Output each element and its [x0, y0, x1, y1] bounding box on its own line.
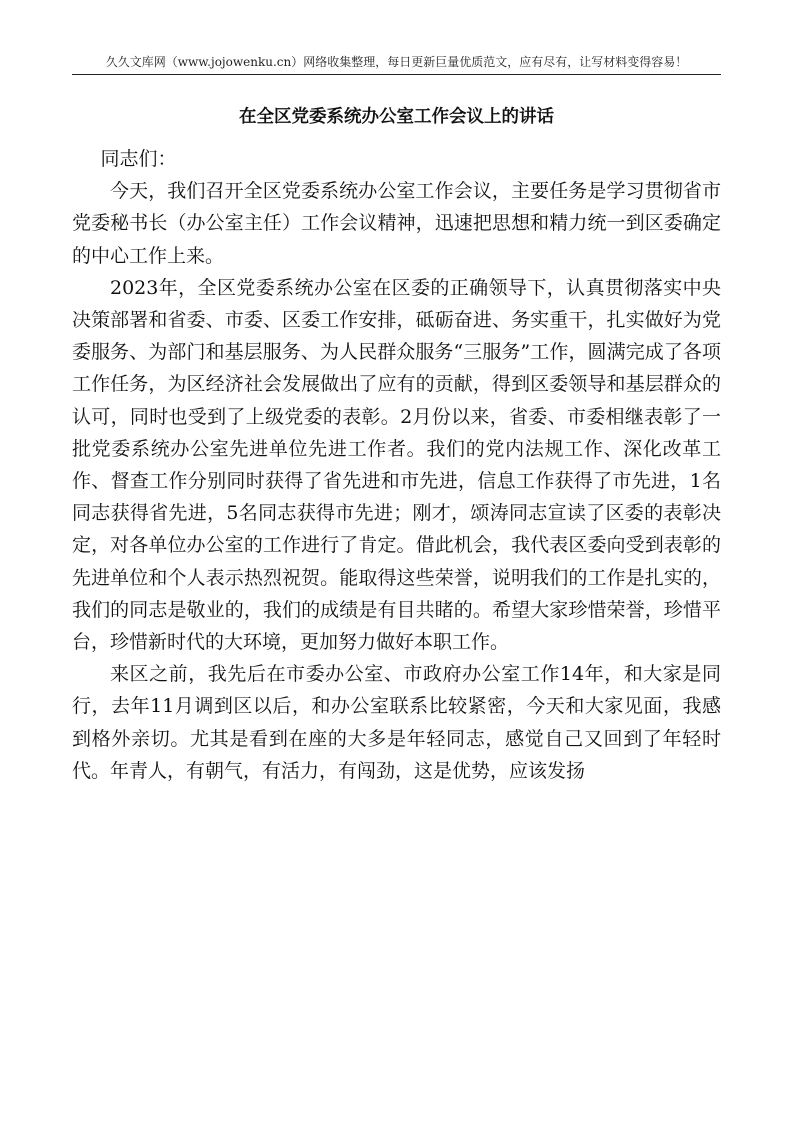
paragraph: 来区之前，我先后在市委办公室、市政府办公室工作14年，和大家是同行，去年11月调到区以后，和办公室联系比较紧密，今天和大家见面，我感到格外亲切。尤其是看到在座的大多是年轻同志，感觉自己又回到了年轻时代。年青人，有朝气，有活力，有闯劲，这是优势，应该发扬 — [72, 663, 721, 782]
paragraph: 2023年，全区党委系统办公室在区委的正确领导下，认真贯彻落实中央决策部署和省委、市委、区委工作安排，砥砺奋进、务实重干，扎实做好为党委服务、为部门和基层服务、为人民群众服务“三服务”工作，圆满完成了各项工作任务，为区经济社会发展做出了应有的贡献，得到区委领导和基层群众的认可，同时也受到了上级党委的表彰。2月份以来，省委、市委相继表彰了一批党委系统办公室先进单位先进工作者。我们的党内法规工作、深化改革工作、督查工作分别同时获得了省先进和市先进，信息工作获得了市先进，1名同志获得省先进，5名同志获得市先进；刚才，颂涛同志宣读了区委的表彰决定，对各单位办公室的工作进行了肯定。借此机会，我代表区委向受到表彰的先进单位和个人表示热烈祝贺。能取得这些荣誉，说明我们的工作是扎实的，我们的同志是敬业的，我们的成绩是有目共睹的。希望大家珍惜荣誉，珍惜平台，珍惜新时代的大环境，更加努力做好本职工作。 — [72, 276, 721, 654]
document-title: 在全区党委系统办公室工作会议上的讲话 — [239, 107, 554, 127]
document-body — [72, 143, 721, 787]
paragraph: 今天，我们召开全区党委系统办公室工作会议，主要任务是学习贯彻省市党委秘书长（办公室主任）工作会议精神，迅速把思想和精力统一到区委确定的中心工作上来。 — [72, 180, 721, 267]
page-header — [72, 52, 721, 75]
greeting: 同志们： — [100, 148, 177, 170]
header-text: 久久文库网（www.jojowenku.cn）网络收集整理，每日更新巨量优质范文，应有尽有，让写材料变得容易！ — [105, 55, 688, 69]
